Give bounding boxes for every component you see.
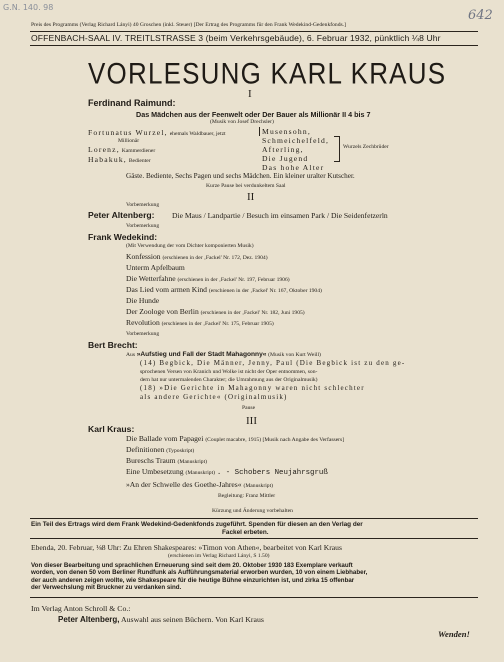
turn-page-note: Wenden!: [438, 629, 470, 639]
altenberg-works: Die Maus / Landpartie / Besuch im einsamen Park / Die Seidenfetzerln: [172, 211, 388, 220]
cast-left: [88, 128, 226, 165]
cast-right: [262, 127, 329, 172]
list-item: »An der Schwelle des Goethe-Jahres« (Manuskript): [126, 480, 273, 489]
accompaniment: Begleitung: Franz Mittler: [218, 493, 276, 499]
shakespeare-line-1: Ebenda, 20. Februar, ⅛8 Uhr: Zu Ehren Shakespeares: »Timon von Athen«, bearbeitet von Karl Kraus: [31, 543, 342, 552]
venue-line: OFFENBACH-SAAL IV. TREITLSTRASSE 3 (beim Verkehrsgebäude), 6. Februar 1932, pünktlich ¼8 Uhr: [31, 33, 441, 43]
list-item: Konfession (erschienen in der ‚Fackel' Nr. 172, Dez. 1904): [126, 252, 268, 261]
brecht-author: Bert Brecht:: [88, 340, 138, 350]
part-one-numeral: I: [248, 88, 252, 100]
vorbemerkung: Vorbemerkung: [126, 202, 160, 208]
pencil-archive-note: G.N. 140. 98: [3, 3, 54, 12]
list-item: Revolution (erschienen in der ‚Fackel' Nr. 175, Februar 1905): [126, 318, 274, 327]
section-rule: [30, 538, 478, 539]
list-item: Die Wetterfahne (erschienen in der ‚Fackel' Nr. 197, Februar 1906): [126, 274, 290, 283]
cast-name: Habakuk,: [88, 155, 127, 164]
altenberg-author: Peter Altenberg:: [88, 210, 155, 220]
wedekind-note: (Mit Verwendung der vom Dichter komponierten Musik): [126, 243, 254, 249]
list-item: Die Hunde: [126, 296, 160, 305]
part-three-numeral: III: [246, 415, 257, 427]
cast-name: Lorenz,: [88, 145, 120, 154]
cast-name: Fortunatus Wurzel,: [88, 128, 168, 137]
raimund-work: Das Mädchen aus der Feenwelt oder Der Bauer als Millionär II 4 bis 7: [136, 110, 371, 119]
wedekind-author: Frank Wedekind:: [88, 232, 158, 242]
publisher-line-1: Im Verlag Anton Schroll & Co.:: [31, 604, 131, 613]
pause-line: Pause: [242, 405, 256, 411]
kraus-author: Karl Kraus:: [88, 424, 135, 434]
cast-name: Musensohn,: [262, 127, 311, 136]
cast-name: Afterling,: [262, 145, 304, 154]
extras-line: Gäste. Bediente, Sechs Pagen und sechs Mädchen. Ein kleiner uralter Kutscher.: [126, 172, 355, 180]
cast-name: Schmeichelfeld,: [262, 136, 330, 145]
cast-note: Bedienter: [128, 158, 151, 164]
part-two-numeral: II: [247, 191, 255, 203]
section-rule: [30, 518, 478, 519]
brecht-scenes: (14) Begbick, Die Männer, Jenny, Paul (Die Begbick ist zu den ge- sprochenen Versen von Kranich und Wolke ist nicht der Oper entnommen, son- dern hat nur untermalenden Charakter; die Umrahmung aus der Originalmusik) (18) »Die Gerichte in Mahagonny waren nicht schlechter als andere Gerichte« (Originalmusik): [140, 359, 406, 401]
brecht-line-1: Aus »Aufstieg und Fall der Stadt Mahagonny« (Musik von Kurt Weill): [126, 351, 321, 358]
cast-note: Kammerdiener: [121, 148, 156, 154]
list-item: Die Ballade vom Papagei (Couplet macabre, 1915) [Musik nach Angabe des Verfassers]: [126, 434, 345, 443]
price-note: Preis des Programms (Verlag Richard Lányi) 40 Groschen (inkl. Steuer) [Der Ertrag des Programms für den Frank Wedekind-Gedenkfonds.]: [31, 22, 346, 28]
kraus-list: [126, 433, 344, 490]
cast-note: ehemals Waldbauer, jetzt: [169, 131, 226, 137]
shakespeare-line-2: (erschienen im Verlag Richard Lányi, S 1.50): [168, 553, 270, 559]
changes-note: Kürzung und Änderung vorbehalten: [212, 508, 293, 514]
typed-addition: . - Schobers Neujahrsgruß: [216, 469, 328, 477]
pause-line: Kurze Pause bei verdunkeltem Saal: [206, 183, 286, 189]
list-item: Unterm Apfelbaum: [126, 263, 185, 272]
raimund-music: (Musik von Josef Drechsler): [210, 119, 274, 125]
list-item: Bureschs Traum (Manuskript): [126, 456, 208, 465]
list-item: Der Zoologe von Berlin (erschienen in der ‚Fackel' Nr. 182, Juni 1905): [126, 307, 305, 316]
header-rule: [30, 31, 478, 32]
cast-divider: [259, 127, 260, 136]
fund-notice-2: Fackel erbeten.: [222, 529, 269, 536]
vorbemerkung: Vorbemerkung: [126, 331, 160, 337]
header-rule-2: [30, 45, 478, 46]
fund-notice-1: Ein Teil des Ertrags wird dem Frank Wedekind-Gedenkfonds zugeführt. Spenden für diesen an den Verlag der: [31, 521, 363, 528]
section-rule: [30, 597, 478, 598]
list-item: Definitionen (Typoskript): [126, 445, 195, 454]
page-title: VORLESUNG KARL KRAUS: [88, 56, 447, 91]
raimund-author: Ferdinand Raimund:: [88, 98, 176, 108]
list-item: Das Lied vom armen Kind (erschienen in der ‚Fackel' Nr. 167, Oktober 1904): [126, 285, 322, 294]
list-item: Eine Umbesetzung (Manuskript) . - Schobers Neujahrsgruß: [126, 467, 328, 477]
cast-note: Millionär: [118, 138, 140, 144]
wedekind-list: [126, 251, 322, 328]
pencil-page-number: 642: [468, 8, 493, 23]
vorbemerkung: Vorbemerkung: [126, 223, 160, 229]
cast-name: Die Jugend: [262, 154, 309, 163]
cast-name: Das hohe Alter: [262, 163, 325, 172]
cast-bracket: [334, 136, 340, 162]
cast-right-note: Wurzels Zechbrüder: [343, 144, 389, 150]
publisher-line-2: Peter Altenberg, Auswahl aus seinen Büchern. Von Karl Kraus: [58, 615, 264, 624]
shakespeare-notice: Von dieser Bearbeitung und sprachlichen Erneuerung sind seit dem 20. Oktober 1930 183 Exemplare verkauft worden, von denen 50 vom Berliner Rundfunk als Aufführungsmaterial erworben wurden, 10 von einem Liebhaber, der auch anderen zeigen wollte, wie Shakespeare für die heutige Bühne einzurichten ist, und zirka 15 offenbar der Verwechslung mit Bruckner zu verdanken sind.: [31, 562, 368, 591]
